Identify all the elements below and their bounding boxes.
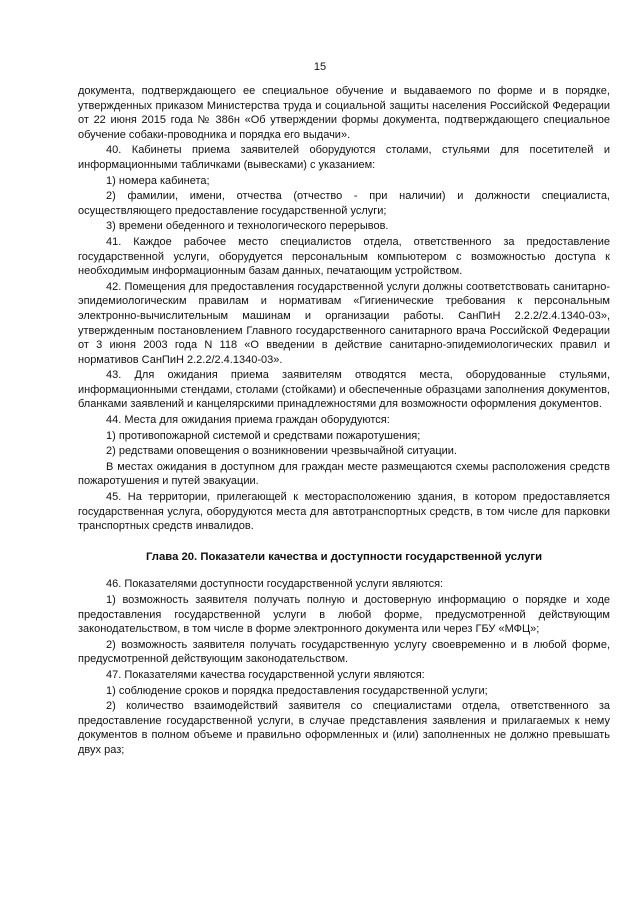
list-item: 2) редствами оповещения о возникновении чрезвычайной ситуации.	[106, 445, 457, 458]
page-number: 15	[313, 61, 327, 73]
paragraph-45: 45. На территории, прилегающей к месторасположению здания, в котором предоставляется государственная услуга, оборудуются места для автотранспортных средств, в том числе для парковки транспортных средств инвалидов.	[78, 491, 610, 533]
list-item: 1) противопожарной системой и средствами пожаротушения;	[106, 429, 421, 442]
list-item: 3) времени обеденного и технологического перерывов.	[106, 220, 389, 233]
paragraphs-after-heading	[78, 577, 610, 757]
list-item: 2) количество взаимодействий заявителя со специалистами отдела, ответственного за предоставление государственной услуги, в случае представления заявления и прилагаемых к нему документов в полном объеме и правильно оформленных и (или) заполненных не должно превышать двух раз;	[78, 700, 610, 756]
list-item: 2) фамилии, имени, отчества (отчество - при наличии) и должности специалиста, осуществляющего предоставление государственной услуги;	[78, 190, 610, 217]
list-item: 1) возможность заявителя получать полную и достоверную информацию о порядке и ходе предоставления государственной услуги в любой форме, предусмотренной действующим законодательством, в том числе в форме электронного документа или через ГБУ «МФЦ»;	[78, 594, 610, 636]
list-item: 1) номера кабинета;	[106, 174, 210, 187]
paragraph-43: 43. Для ожидания приема заявителям отводятся места, оборудованные стульями, информационными стендами, столами (стойками) и обеспеченные образцами заполнения документов, бланками заявлений и канцелярскими принадлежностями для возможности оформления документов.	[78, 369, 610, 411]
paragraph-41: 41. Каждое рабочее место специалистов отдела, ответственного за предоставление государственной услуги, оборудуется персональным компьютером с возможностью доступа к необходимым информационным базам данных, печатающим устройством.	[78, 235, 610, 278]
paragraph-42: 42. Помещения для предоставления государственной услуги должны соответствовать санитарно-эпидемиологическим правилам и нормативам «Гигиенические требования к персональным электронно-вычислительным машинам и организации работы. СанПиН 2.2.2/2.4.1340-03», утвержденным постановлением Главного государственного санитарного врача Российской Федерации от 3 июня 2003 года N 118 «О введении в действие санитарно-эпидемиологических правил и нормативов СанПиН 2.2.2/2.4.1340-03».	[78, 280, 610, 366]
list-item: 2) возможность заявителя получать государственную услугу своевременно и в любой форме, предусмотренной действующим законодательством.	[78, 638, 610, 666]
document-body	[78, 84, 610, 759]
paragraph-40: 40. Кабинеты приема заявителей оборудуются столами, стульями для посетителей и информационными табличками (вывесками) с указанием:	[78, 144, 610, 171]
paragraphs-before-heading	[78, 84, 610, 534]
chapter-heading: Глава 20. Показатели качества и доступности государственной услуги	[145, 550, 543, 563]
paragraph-47: 47. Показателями качества государственной услуги являются:	[106, 668, 425, 681]
paragraph-44: 44. Места для ожидания приема граждан оборудуются:	[106, 414, 390, 427]
continuation-paragraph: документа, подтверждающего ее специальное обучение и выдаваемого по форме и в порядке, утвержденных приказом Министерства труда и социальной защиты населения Российской Федерации от 22 июня 2015 года № 386н «Об утверждении формы документа, подтверждающего специальное обучение собаки-проводника и порядка его выдачи».	[78, 85, 610, 141]
list-item: 1) соблюдение сроков и порядка предоставления государственной услуги;	[106, 684, 488, 697]
paragraph-46: 46. Показателями доступности государственной услуги являются:	[106, 578, 444, 591]
paragraph: В местах ожидания в доступном для граждан месте размещаются схемы расположения средств пожаротушения и путей эвакуации.	[78, 460, 610, 488]
